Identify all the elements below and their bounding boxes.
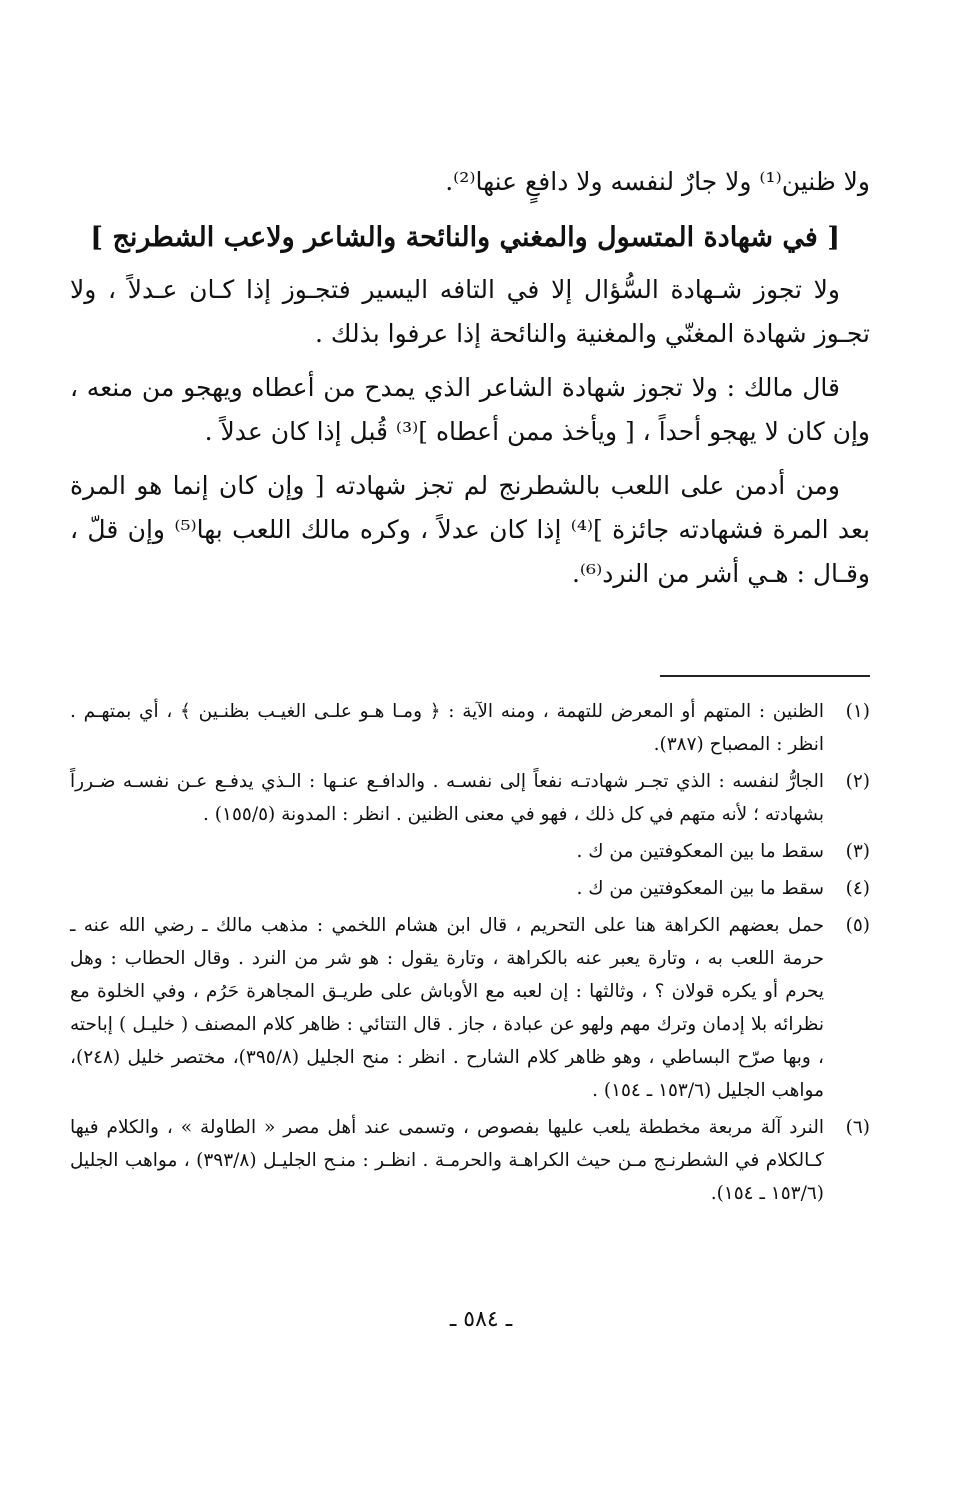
footnote-number: (٣) <box>845 841 870 862</box>
paragraph-poet: قال مالك : ولا تجوز شهادة الشاعر الذي يمدح من أعطاه ويهجو من منعه ، وإن كان لا يهجو أحداً ، [ ويأخذ ممن أعطاه ]⁽³⁾ قُبل إذا كان عدلاً . <box>70 373 870 446</box>
opening-line: ولا ظنين⁽¹⁾ ولا جارٌ لنفسه ولا دافعٍ عنها⁽²⁾. <box>445 167 870 196</box>
footnote-number: (٤) <box>845 878 870 899</box>
footnote-number: (٢) <box>845 771 870 792</box>
footnote <box>70 835 870 868</box>
footnote <box>70 1111 870 1210</box>
paragraph-beggar-singer: ولا تجوز شـهادة السُّؤال إلا في التافه اليسير فتجـوز إذا كـان عـدلاً ، ولا تجـوز شهادة المغنّي والمغنية والنائحة إذا عرفوا بذلك . <box>70 275 870 348</box>
footnotes <box>70 695 870 1214</box>
footnote-number: (١) <box>845 701 870 722</box>
page-number: ـ ٥٨٤ ـ <box>449 1307 513 1332</box>
footnote-text: سقط ما بين المعكوفتين من ك . <box>576 841 824 862</box>
footnote <box>70 909 870 1107</box>
footnote-text: النرد آلة مربعة مخططة يلعب عليها بفصوص ، وتسمى عند أهل مصر « الطاولة » ، والكلام فيها كـالكلام في الشطرنـج مـن حيث الكراهـة والحرمـة . انظـر : منـح الجليـل (٣٩٣/٨) ، مواهب الجليل (١٥٣/٦ ـ ١٥٤). <box>70 1117 824 1204</box>
footnote-text: حمل بعضهم الكراهة هنا على التحريم ، قال ابن هشام اللخمي : مذهب مالك ـ رضي الله عنه ـ حرمة اللعب به ، وتارة يعبر عنه بالكراهة ، وتارة يقول : هو شر من النرد . وقال الحطاب : وهل يحرم أو يكره قولان ؟ ، وثالثها : إن لعبه مع الأوباش على طريـق المجاهرة حَرُم ، وفي الخلوة مع نظرائه بلا إدمان وترك مهم ولهو عن عبادة ، جاز . قال التتائي : ظاهر كلام المصنف ( خليـل ) إباحته ، وبها صرّح البساطي ، وهو ظاهر كلام الشارح . انظر : منح الجليل (٣٩٥/٨)، مختصر خليل (٢٤٨)، مواهب الجليل (١٥٣/٦ ـ ١٥٤) . <box>70 915 824 1101</box>
footnote-text: الظنين : المتهم أو المعرض للتهمة ، ومنه الآية : ﴿ ومـا هـو علـى الغيـب بظنـين ﴾ ، أي بمتهـم . انظر : المصباح (٣٨٧). <box>70 701 824 755</box>
footnote <box>70 765 870 831</box>
paragraph-chess: ومن أدمن على اللعب بالشطرنج لم تجز شهادته [ وإن كان إنما هو المرة بعد المرة فشهادته جائزة ]⁽⁴⁾ إذا كان عدلاً ، وكره مالك اللعب بها⁽⁵⁾ وإن قلّ ، وقـال : هـي أشر من النرد⁽⁶⁾. <box>70 471 871 588</box>
main-text <box>70 160 870 606</box>
footnote-number: (٦) <box>845 1117 870 1138</box>
section-heading: [ في شهادة المتسول والمغني والنائحة والشاعر ولاعب الشطرنج ] <box>90 222 840 253</box>
footnote-text: الجارُّ لنفسه : الذي تجـر شهادتـه نفعاً إلى نفسـه . والدافـع عنـها : الـذي يدفـع عـن نفسـه ضـرراً بشهادته ؛ لأنه متهم في كل ذلك ، فهو في معنى الظنين . انظر : المدونة (١٥٥/٥) . <box>70 771 824 825</box>
footnote-text: سقط ما بين المعكوفتين من ك . <box>576 878 824 899</box>
footnote <box>70 695 870 761</box>
footnote <box>70 872 870 905</box>
footnote-divider <box>660 675 870 677</box>
footnote-number: (٥) <box>845 915 870 936</box>
